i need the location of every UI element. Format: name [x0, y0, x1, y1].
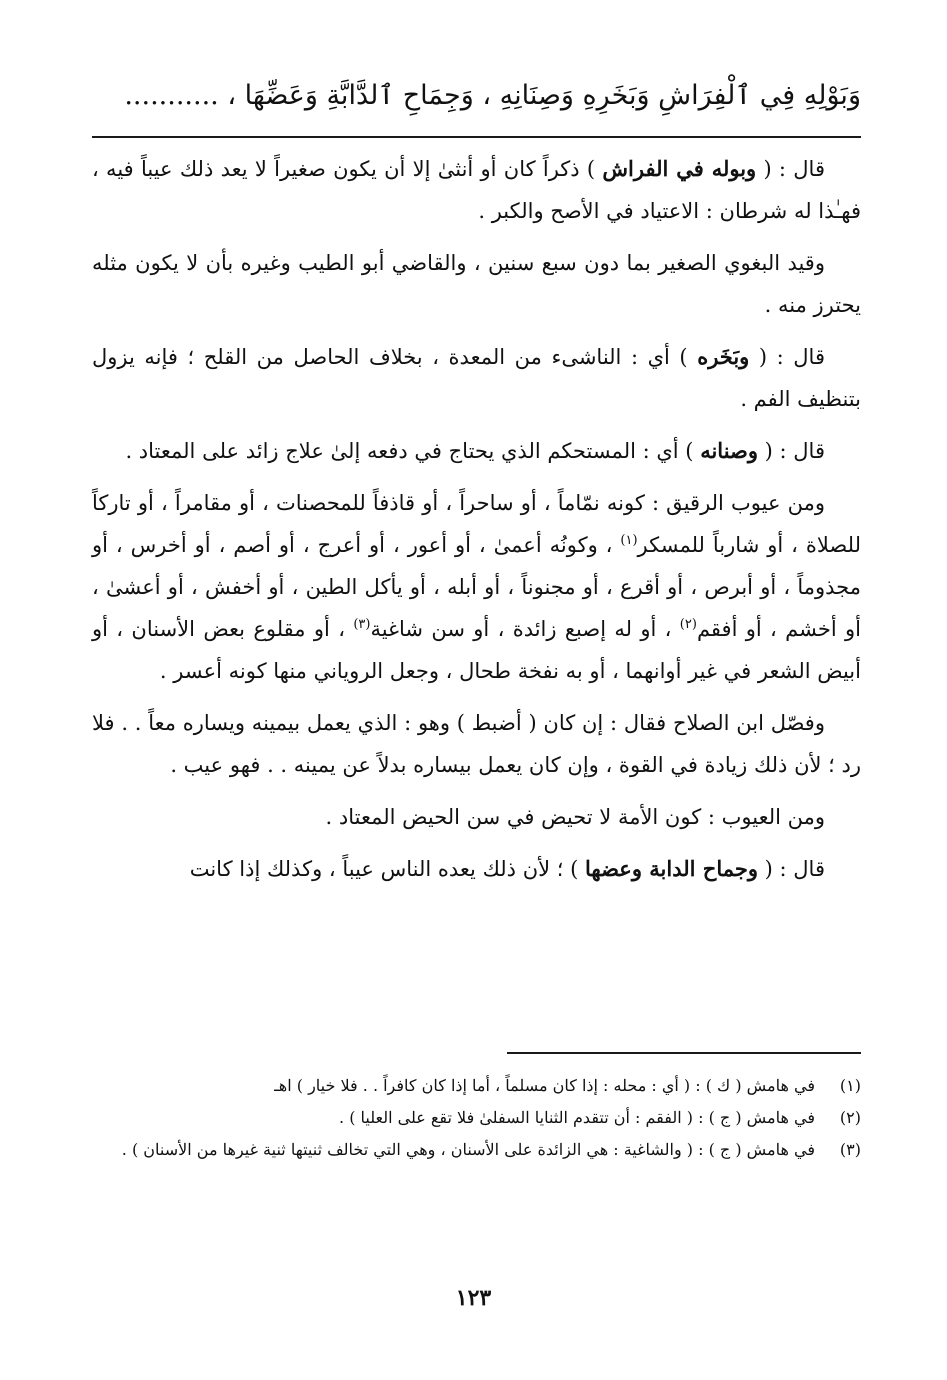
- paragraph-lead: قال : (: [758, 439, 825, 463]
- matn-quote: وصنانه: [700, 438, 758, 463]
- running-header: [90, 66, 861, 126]
- footnote-ref-3[interactable]: (٣): [353, 617, 371, 632]
- matn-quote: وبوله في الفراش: [602, 156, 757, 181]
- main-text: [92, 148, 861, 900]
- paragraph-text: ) ؛ لأن ذلك يعده الناس عيباً ، وكذلك إذا كانت: [189, 857, 585, 881]
- footnote-3: [92, 1134, 861, 1166]
- footnote-ref-1[interactable]: (١): [620, 533, 638, 548]
- footnote-number: (٢): [839, 1108, 861, 1127]
- header-title: وَبَوْلِهِ فِي ٱلْفِرَاشِ وَبَخَرِهِ وَصِنَانِهِ ، وَجِمَاحِ ٱلدَّابَّةِ وَعَضِّهَا ،: [227, 80, 861, 111]
- paragraph-text: ) ذكراً كان أو أنثىٰ إلا أن يكون صغيراً لا يعد ذلك عيباً فيه ، فهـٰذا له شرطان : الاعتياد في الأصح والكبر .: [92, 157, 861, 223]
- paragraph-ibn-salah: وفصّل ابن الصلاح فقال : إن كان ( أضبط ) وهو : الذي يعمل بيمينه ويساره معاً . . فلا رد ؛ لأن ذلك زيادة في القوة ، وإن كان يعمل بيساره بدلاً عن يمينه . . فهو عيب .: [92, 711, 861, 777]
- paragraph-jimah: [92, 848, 861, 890]
- footnote-2: [92, 1102, 861, 1134]
- footnote-text: في هامش ( ج ) : ( الفقم : أن تتقدم الثنايا السفلىٰ فلا تقع على العليا ) .: [339, 1108, 815, 1127]
- footnote-rule: [507, 1052, 861, 1054]
- paragraph-lead: قال : (: [749, 345, 825, 369]
- footnote-1: [92, 1070, 861, 1102]
- paragraph-text: ، أو له إصبع زائدة ، أو سن شاغية: [370, 617, 680, 641]
- page-number: ١٢٣: [455, 1285, 492, 1311]
- footnote-text: في هامش ( ك ) : ( أي : محله : إذا كان مسلماً ، أما إذا كان كافراً . . فلا خيار ) اهـ: [274, 1076, 815, 1095]
- footnote-text: في هامش ( ج ) : ( والشاغية : هي الزائدة على الأسنان ، وهي التي تخالف ثنيتها ثنية غيرها من الأسنان ) .: [121, 1140, 815, 1159]
- paragraph-lead: قال : (: [758, 857, 825, 881]
- paragraph-text: ، وكونُه أعمىٰ ، أو أعور ، أو أعرج ، أو أصم ، أو أخرس ، أو مجذوماً ، أو أبرص ، أو أقرع ، أو مجنوناً ، أو أبله ، أو يأكل الطين ، أو أخفش ، أو أعشىٰ ، أو أخشم ، أو أفقم: [92, 533, 861, 641]
- header-rule: [92, 136, 861, 138]
- paragraph-baghawi: وقيد البغوي الصغير بما دون سبع سنين ، والقاضي أبو الطيب وغيره بأن لا يكون مثله يحترز منه .: [92, 251, 861, 317]
- footnote-ref-2[interactable]: (٢): [679, 617, 697, 632]
- paragraph-sinan: [92, 430, 861, 472]
- header-leader-dots: ...........: [124, 80, 219, 111]
- paragraph-text: ومن عيوب الرقيق : كونه نمّاماً ، أو ساحراً ، أو قاذفاً للمحصنات ، أو مقامراً ، أو تاركاً للصلاة ، أو شارباً للمسكر: [92, 491, 861, 557]
- matn-quote: وبَخَره: [697, 344, 750, 369]
- paragraph-menstruation: ومن العيوب : كون الأمة لا تحيض في سن الحيض المعتاد .: [325, 805, 825, 829]
- footnote-number: (٣): [839, 1140, 861, 1159]
- paragraph-lead: قال : (: [756, 157, 825, 181]
- paragraph-text: ) أي : المستحكم الذي يحتاج في دفعه إلىٰ علاج زائد على المعتاد .: [125, 439, 701, 463]
- footnote-number: (١): [839, 1076, 861, 1095]
- paragraph-bawl: [92, 148, 861, 232]
- paragraph-text: ، أو مقلوع بعض الأسنان ، أو أبيض الشعر في غير أوانهما ، أو به نفخة طحال ، وجعل الروياني منها كونه أعسر .: [92, 617, 861, 683]
- paragraph-bakhar: [92, 336, 861, 420]
- paragraph-text: ) أي : الناشىء من المعدة ، بخلاف الحاصل من القلح ؛ فإنه يزول بتنظيف الفم .: [92, 345, 861, 411]
- paragraph-slave-defects: [92, 482, 861, 692]
- matn-quote: وجماح الدابة وعضها: [585, 856, 758, 881]
- footnotes: [92, 1070, 861, 1166]
